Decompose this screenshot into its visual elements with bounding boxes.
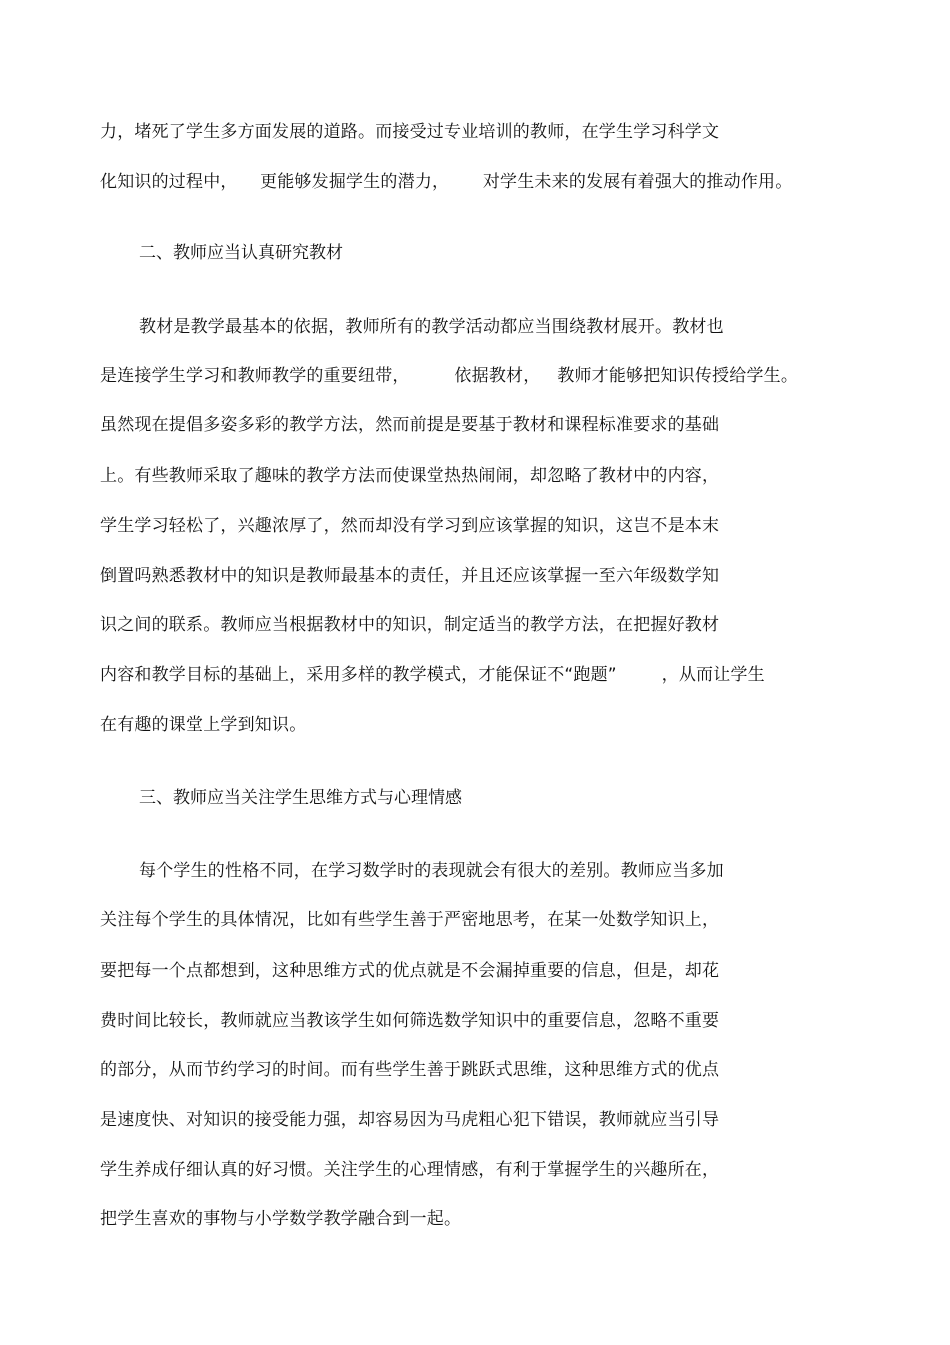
paragraph-line: 每个学生的性格不同，在学习数学时的表现就会有很大的差别。教师应当多加 — [139, 861, 724, 881]
paragraph-line: 力，堵死了学生多方面发展的道路。而接受过专业培训的教师，在学生学习科学文 — [100, 122, 720, 142]
paragraph-line: 费时间比较长，教师就应当教该学生如何筛选数学知识中的重要信息，忽略不重要 — [100, 1011, 720, 1031]
paragraph-line: 是速度快、对知识的接受能力强，却容易因为马虎粗心犯下错误，教师就应当引导 — [100, 1110, 720, 1130]
paragraph-line: 内容和教学目标的基础上，采用多样的教学模式，才能保证不“跑题” ，从而让学生 — [100, 665, 765, 685]
paragraph-line: 要把每一个点都想到，这种思维方式的优点就是不会漏掉重要的信息，但是，却花 — [100, 961, 720, 981]
paragraph-line: 倒置吗熟悉教材中的知识是教师最基本的责任，并且还应该掌握一至六年级数学知 — [100, 566, 720, 586]
paragraph-line: 是连接学生学习和教师教学的重要纽带， 依据教材， 教师才能够把知识传授给学生。 — [100, 366, 799, 386]
paragraph-line: 的部分，从而节约学习的时间。而有些学生善于跳跃式思维，这种思维方式的优点 — [100, 1060, 720, 1080]
paragraph-line: 学生学习轻松了，兴趣浓厚了，然而却没有学习到应该掌握的知识，这岂不是本末 — [100, 516, 720, 536]
paragraph-line: 上。有些教师采取了趣味的教学方法而使课堂热热闹闹，却忽略了教材中的内容， — [100, 466, 720, 486]
paragraph-line: 虽然现在提倡多姿多彩的教学方法，然而前提是要基于教材和课程标准要求的基础 — [100, 415, 720, 435]
paragraph-line: 教材是教学最基本的依据，教师所有的教学活动都应当围绕教材展开。教材也 — [139, 317, 724, 337]
section-heading: 三、教师应当关注学生思维方式与心理情感 — [139, 788, 462, 808]
paragraph-line: 把学生喜欢的事物与小学数学教学融合到一起。 — [100, 1209, 462, 1229]
paragraph-line: 在有趣的课堂上学到知识。 — [100, 715, 307, 735]
paragraph-line: 识之间的联系。教师应当根据教材中的知识，制定适当的教学方法，在把握好教材 — [100, 615, 720, 635]
paragraph-line: 学生养成仔细认真的好习惯。关注学生的心理情感，有利于掌握学生的兴趣所在， — [100, 1160, 720, 1180]
paragraph-line: 关注每个学生的具体情况，比如有些学生善于严密地思考，在某一处数学知识上， — [100, 910, 720, 930]
section-heading: 二、教师应当认真研究教材 — [139, 243, 343, 263]
paragraph-line: 化知识的过程中， 更能够发掘学生的潜力， 对学生未来的发展有着强大的推动作用。 — [100, 172, 793, 192]
